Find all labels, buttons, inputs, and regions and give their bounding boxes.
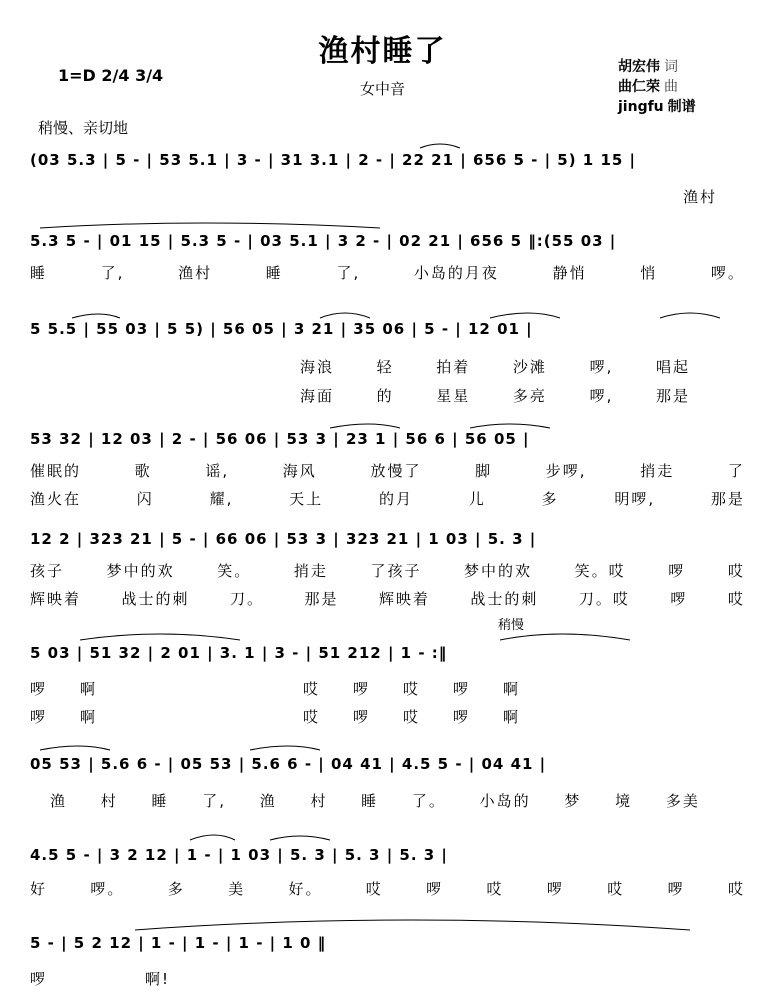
lyricist-role: 词 — [664, 59, 678, 75]
slow-annotation: 稍慢 — [498, 618, 525, 633]
lyric: 睡 — [151, 792, 169, 810]
lyric: 谣, — [205, 462, 230, 480]
lyric: 哎 — [727, 880, 745, 898]
lyric: 辉映着 — [378, 590, 430, 608]
lyric: 睡 — [265, 264, 283, 282]
lyric: 啰 — [30, 970, 48, 988]
lyric: 战士的刺 — [470, 590, 539, 608]
lyric: 唱起 — [655, 358, 690, 376]
lyric: 睡 — [361, 792, 379, 810]
lyric: 的 — [376, 387, 394, 405]
lyric: 歌 — [134, 462, 152, 480]
lyric: 那是 — [655, 387, 690, 405]
lyricist-name: 胡宏伟 — [618, 59, 660, 75]
lyric: 刀。 — [229, 590, 264, 608]
lyric: 儿 — [468, 490, 486, 508]
lyric: 步啰, — [545, 462, 587, 480]
lyric: 啰。 — [710, 264, 745, 282]
song-title: 渔村睡了 — [318, 34, 447, 69]
lyric: 哎 — [607, 880, 625, 898]
notation-line: 53 32 | 12 03 | 2 - | 56 06 | 53 3 | 23 1 | 56 6 | 56 05 | — [30, 430, 530, 448]
lyric: 的月 — [378, 490, 413, 508]
lyric: 多美 — [665, 792, 700, 810]
lyric: 渔村 — [178, 264, 213, 282]
lyric: 啰 — [352, 680, 370, 698]
lyric: 好。 — [288, 880, 323, 898]
lyric: 梦中的欢 — [106, 562, 175, 580]
lyric: 渔村 — [682, 188, 717, 206]
lyric: 啰。 — [90, 880, 125, 898]
lyric: 捎走 — [640, 462, 675, 480]
lyric: 村 — [310, 792, 328, 810]
tempo-marking: 稍慢、亲切地 — [38, 119, 129, 137]
lyric: 啰 — [452, 708, 470, 726]
lyric: 明啰, — [614, 490, 656, 508]
lyric: 沙滩 — [512, 358, 547, 376]
lyric: 战士的刺 — [121, 590, 190, 608]
lyric: 哎 — [486, 880, 504, 898]
lyric: 了孩子 — [370, 562, 422, 580]
lyric: 梦中的欢 — [464, 562, 533, 580]
lyric: 哎 — [727, 562, 745, 580]
notation-line: 4.5 5 - | 3 2 12 | 1 - | 1 03 | 5. 3 | 5. 3 | 5. 3 | — [30, 846, 448, 864]
lyric: 刀。哎 — [578, 590, 630, 608]
composer-name: 曲仁荣 — [618, 79, 660, 95]
lyric: 拍着 — [436, 358, 471, 376]
notation-line: 12 2 | 323 21 | 5 - | 66 06 | 53 3 | 323 21 | 1 03 | 5. 3 | — [30, 530, 537, 548]
lyric: 啰, — [589, 358, 614, 376]
lyric: 催眠的 — [30, 462, 82, 480]
notation-line: 5.3 5 - | 01 15 | 5.3 5 - | 03 5.1 | 3 2 - | 02 21 | 656 5 ‖:(55 03 | — [30, 232, 617, 250]
lyric: 那是 — [304, 590, 339, 608]
lyric: 啰 — [352, 708, 370, 726]
lyric: 哎 — [365, 880, 383, 898]
lyric: 渔火在 — [30, 490, 82, 508]
lyric: 啊 — [502, 680, 520, 698]
lyric: 海风 — [282, 462, 317, 480]
lyric: 啊 — [80, 708, 98, 726]
lyric: 了, — [202, 792, 226, 810]
lyric: 啊 — [502, 708, 520, 726]
lyric: 村 — [100, 792, 118, 810]
lyric: 啰 — [668, 562, 686, 580]
lyric: 多 — [167, 880, 185, 898]
lyric: 啰 — [667, 880, 685, 898]
lyric: 啰 — [452, 680, 470, 698]
lyric: 了 — [727, 462, 745, 480]
lyric: 啊 — [80, 680, 98, 698]
lyric: 那是 — [710, 490, 745, 508]
lyric: 星星 — [436, 387, 471, 405]
notation-line: (03 5.3 | 5 - | 53 5.1 | 3 - | 31 3.1 | 2 - | 22 21 | 656 5 - | 5) 1 15 | — [30, 151, 637, 169]
lyric: 啰 — [670, 590, 688, 608]
lyric: 天上 — [289, 490, 324, 508]
lyric: 啰, — [589, 387, 614, 405]
notation-line: 5 - | 5 2 12 | 1 - | 1 - | 1 - | 1 0 ‖ — [30, 934, 327, 952]
lyric: 渔 — [259, 792, 277, 810]
lyric: 了, — [336, 264, 361, 282]
notation-line: 05 53 | 5.6 6 - | 05 53 | 5.6 6 - | 04 41 | 4.5 5 - | 04 41 | — [30, 755, 547, 773]
lyric: 悄 — [640, 264, 658, 282]
composer-role: 曲 — [664, 79, 678, 95]
notation-line: 5 5.5 | 55 03 | 5 5) | 56 05 | 3 21 | 35 06 | 5 - | 12 01 | — [30, 320, 533, 338]
transcriber-name: jingfu — [618, 99, 664, 115]
lyric: 闪 — [136, 490, 154, 508]
key-signature: 1=D 2/4 3/4 — [58, 66, 164, 85]
lyric: 哎 — [402, 708, 420, 726]
lyric: 好 — [30, 880, 48, 898]
lyric: 啊! — [144, 970, 170, 988]
lyric: 轻 — [376, 358, 394, 376]
notation-line: 5 03 | 51 32 | 2 01 | 3. 1 | 3 - | 51 212 | 1 - :‖ — [30, 644, 448, 662]
lyric: 捎走 — [293, 562, 328, 580]
lyric: 海面 — [300, 387, 335, 405]
lyric: 了, — [100, 264, 125, 282]
lyric: 笑。哎 — [574, 562, 626, 580]
lyric: 静悄 — [552, 264, 587, 282]
transcriber-role: 制谱 — [667, 99, 696, 115]
lyric: 耀, — [209, 490, 234, 508]
lyric: 辉映着 — [30, 590, 82, 608]
lyric: 哎 — [727, 590, 745, 608]
lyric: 啰 — [30, 708, 48, 726]
lyric: 哎 — [302, 680, 320, 698]
lyric: 哎 — [302, 708, 320, 726]
lyric: 美 — [228, 880, 246, 898]
lyric: 梦 — [564, 792, 582, 810]
voice-type: 女中音 — [359, 80, 405, 98]
lyric: 小岛的月夜 — [413, 264, 499, 282]
lyric: 脚 — [475, 462, 493, 480]
lyric: 了。 — [411, 792, 446, 810]
lyric: 渔 — [50, 792, 68, 810]
lyric: 小岛的 — [479, 792, 531, 810]
lyric: 啰 — [30, 680, 48, 698]
lyric: 海浪 — [300, 358, 335, 376]
lyric: 笑。 — [217, 562, 252, 580]
lyric: 多亮 — [512, 387, 547, 405]
lyric: 境 — [615, 792, 633, 810]
lyric: 睡 — [30, 264, 48, 282]
lyric: 哎 — [402, 680, 420, 698]
lyric: 啰 — [426, 880, 444, 898]
lyric: 多 — [541, 490, 559, 508]
lyric: 放慢了 — [370, 462, 422, 480]
lyric: 啰 — [546, 880, 564, 898]
lyric: 孩子 — [30, 562, 65, 580]
